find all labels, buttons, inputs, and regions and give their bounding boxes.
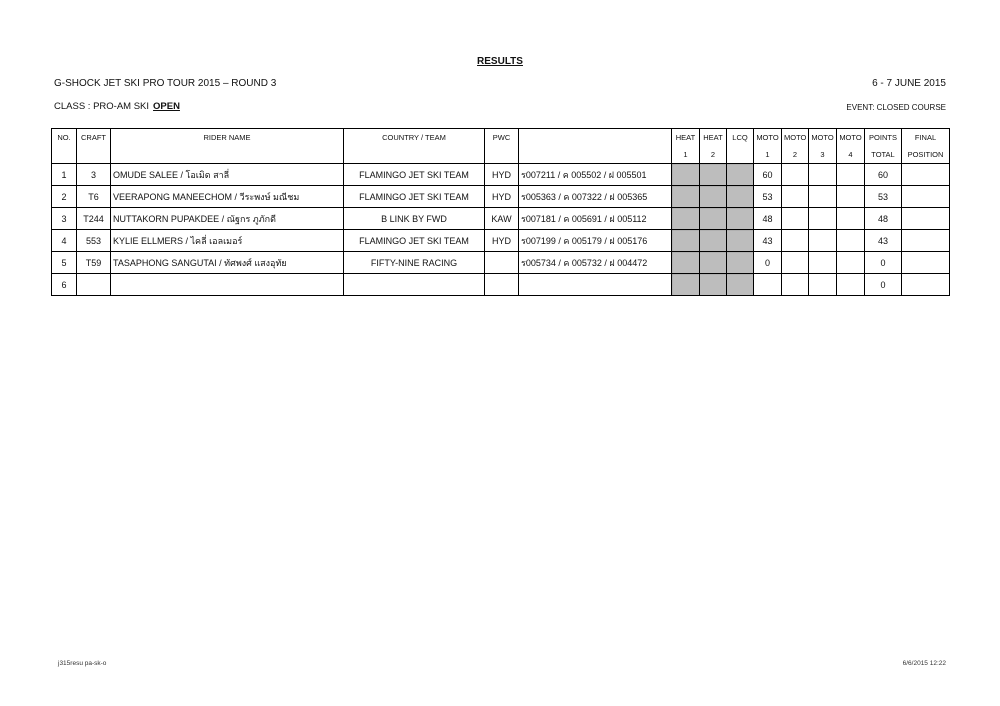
cell-moto-4	[837, 186, 865, 208]
cell-no: 6	[52, 274, 77, 296]
cell-heat-2	[700, 164, 727, 186]
cell-moto-4	[837, 252, 865, 274]
header-moto-3-num: 3	[809, 146, 837, 164]
cell-final-position	[902, 164, 950, 186]
cell-heat-1	[672, 208, 700, 230]
header-heat-2-num: 2	[700, 146, 727, 164]
cell-craft: 553	[77, 230, 111, 252]
cell-heat-2	[700, 230, 727, 252]
cell-moto-1: 53	[754, 186, 782, 208]
header-moto-1-num: 1	[754, 146, 782, 164]
class-open-label: OPEN	[153, 101, 180, 112]
cell-heat-2	[700, 186, 727, 208]
table-row	[52, 186, 950, 208]
cell-points-total: 53	[865, 186, 902, 208]
cell-moto-1	[754, 274, 782, 296]
cell-points-total: 43	[865, 230, 902, 252]
table-row	[52, 274, 950, 296]
cell-heat-1	[672, 252, 700, 274]
page-title: RESULTS	[477, 56, 523, 67]
cell-moto-1: 43	[754, 230, 782, 252]
header-moto-2: MOTO	[782, 129, 809, 147]
cell-moto-2	[782, 230, 809, 252]
cell-craft: T6	[77, 186, 111, 208]
cell-pwc: KAW	[485, 208, 519, 230]
cell-final-position	[902, 274, 950, 296]
cell-moto-1: 48	[754, 208, 782, 230]
footer-timestamp: 6/6/2015 12:22	[902, 660, 946, 667]
cell-moto-2	[782, 208, 809, 230]
cell-moto-1: 0	[754, 252, 782, 274]
header-craft: CRAFT	[77, 129, 111, 147]
table-row	[52, 230, 950, 252]
cell-no: 5	[52, 252, 77, 274]
cell-registration: ร007199 / ค 005179 / ฝ 005176	[519, 230, 672, 252]
cell-heat-1	[672, 274, 700, 296]
cell-registration	[519, 274, 672, 296]
cell-lcq	[727, 208, 754, 230]
cell-moto-2	[782, 274, 809, 296]
cell-final-position	[902, 208, 950, 230]
header-moto-4-num: 4	[837, 146, 865, 164]
cell-registration: ร005363 / ค 007322 / ฝ 005365	[519, 186, 672, 208]
cell-country-team: FLAMINGO JET SKI TEAM	[344, 164, 485, 186]
header-moto-4: MOTO	[837, 129, 865, 147]
cell-rider-name: VEERAPONG MANEECHOM / วีระพงษ์ มณีชม	[111, 186, 344, 208]
cell-lcq	[727, 164, 754, 186]
cell-rider-name: OMUDE SALEE / โอเมิด สาลี่	[111, 164, 344, 186]
header-heat-2: HEAT	[700, 129, 727, 147]
cell-rider-name	[111, 274, 344, 296]
cell-points-total: 0	[865, 252, 902, 274]
header-country-team: COUNTRY / TEAM	[344, 129, 485, 147]
cell-moto-2	[782, 252, 809, 274]
header-moto-3: MOTO	[809, 129, 837, 147]
cell-final-position	[902, 230, 950, 252]
class-line	[54, 101, 180, 112]
cell-moto-2	[782, 186, 809, 208]
cell-pwc: HYD	[485, 164, 519, 186]
cell-craft: T244	[77, 208, 111, 230]
cell-registration: ร005734 / ค 005732 / ฝ 004472	[519, 252, 672, 274]
cell-moto-2	[782, 164, 809, 186]
cell-registration: ร007181 / ค 005691 / ฝ 005112	[519, 208, 672, 230]
cell-rider-name: KYLIE ELLMERS / ไคลี่ เอลเมอร์	[111, 230, 344, 252]
cell-lcq	[727, 186, 754, 208]
cell-lcq	[727, 230, 754, 252]
cell-rider-name: NUTTAKORN PUPAKDEE / ณัฐกร ภูภักดี	[111, 208, 344, 230]
table-row	[52, 252, 950, 274]
cell-points-total: 0	[865, 274, 902, 296]
cell-country-team: FIFTY-NINE RACING	[344, 252, 485, 274]
cell-craft	[77, 274, 111, 296]
cell-registration: ร007211 / ค 005502 / ฝ 005501	[519, 164, 672, 186]
table-body	[52, 164, 950, 296]
cell-pwc: HYD	[485, 186, 519, 208]
cell-points-total: 60	[865, 164, 902, 186]
cell-moto-3	[809, 252, 837, 274]
cell-moto-4	[837, 164, 865, 186]
table-row	[52, 208, 950, 230]
cell-lcq	[727, 252, 754, 274]
cell-moto-1: 60	[754, 164, 782, 186]
footer-file-code: j315resu pa-sk-o	[58, 660, 107, 667]
cell-final-position	[902, 252, 950, 274]
cell-moto-3	[809, 230, 837, 252]
cell-craft: 3	[77, 164, 111, 186]
cell-moto-4	[837, 208, 865, 230]
header-final: FINAL	[902, 129, 950, 147]
cell-moto-4	[837, 230, 865, 252]
cell-points-total: 48	[865, 208, 902, 230]
header-pwc: PWC	[485, 129, 519, 147]
cell-pwc	[485, 252, 519, 274]
cell-pwc	[485, 274, 519, 296]
cell-no: 2	[52, 186, 77, 208]
cell-no: 3	[52, 208, 77, 230]
cell-heat-1	[672, 164, 700, 186]
header-points: POINTS	[865, 129, 902, 147]
cell-heat-2	[700, 252, 727, 274]
results-table	[51, 128, 950, 296]
cell-rider-name: TASAPHONG SANGUTAI / ทัศพงศ์ แสงอุทัย	[111, 252, 344, 274]
cell-final-position	[902, 186, 950, 208]
cell-heat-1	[672, 186, 700, 208]
header-moto-1: MOTO	[754, 129, 782, 147]
cell-country-team: FLAMINGO JET SKI TEAM	[344, 186, 485, 208]
cell-heat-2	[700, 208, 727, 230]
header-position: POSITION	[902, 146, 950, 164]
header-total: TOTAL	[865, 146, 902, 164]
cell-moto-3	[809, 164, 837, 186]
class-label: CLASS : PRO-AM SKI	[54, 101, 150, 112]
table-header	[52, 129, 950, 164]
header-no: NO.	[52, 129, 77, 147]
event-type: EVENT: CLOSED COURSE	[846, 103, 946, 112]
cell-no: 4	[52, 230, 77, 252]
cell-pwc: HYD	[485, 230, 519, 252]
cell-country-team: FLAMINGO JET SKI TEAM	[344, 230, 485, 252]
cell-lcq	[727, 274, 754, 296]
cell-moto-3	[809, 208, 837, 230]
header-moto-2-num: 2	[782, 146, 809, 164]
cell-country-team	[344, 274, 485, 296]
cell-craft: T59	[77, 252, 111, 274]
header-lcq: LCQ	[727, 129, 754, 147]
cell-moto-3	[809, 186, 837, 208]
header-heat-1: HEAT	[672, 129, 700, 147]
cell-no: 1	[52, 164, 77, 186]
event-date: 6 - 7 JUNE 2015	[872, 78, 946, 89]
cell-country-team: B LINK BY FWD	[344, 208, 485, 230]
header-heat-1-num: 1	[672, 146, 700, 164]
cell-moto-4	[837, 274, 865, 296]
table-row	[52, 164, 950, 186]
cell-heat-2	[700, 274, 727, 296]
cell-heat-1	[672, 230, 700, 252]
header-registration	[519, 129, 672, 147]
header-rider-name: RIDER NAME	[111, 129, 344, 147]
event-name: G-SHOCK JET SKI PRO TOUR 2015 – ROUND 3	[54, 78, 277, 89]
cell-moto-3	[809, 274, 837, 296]
